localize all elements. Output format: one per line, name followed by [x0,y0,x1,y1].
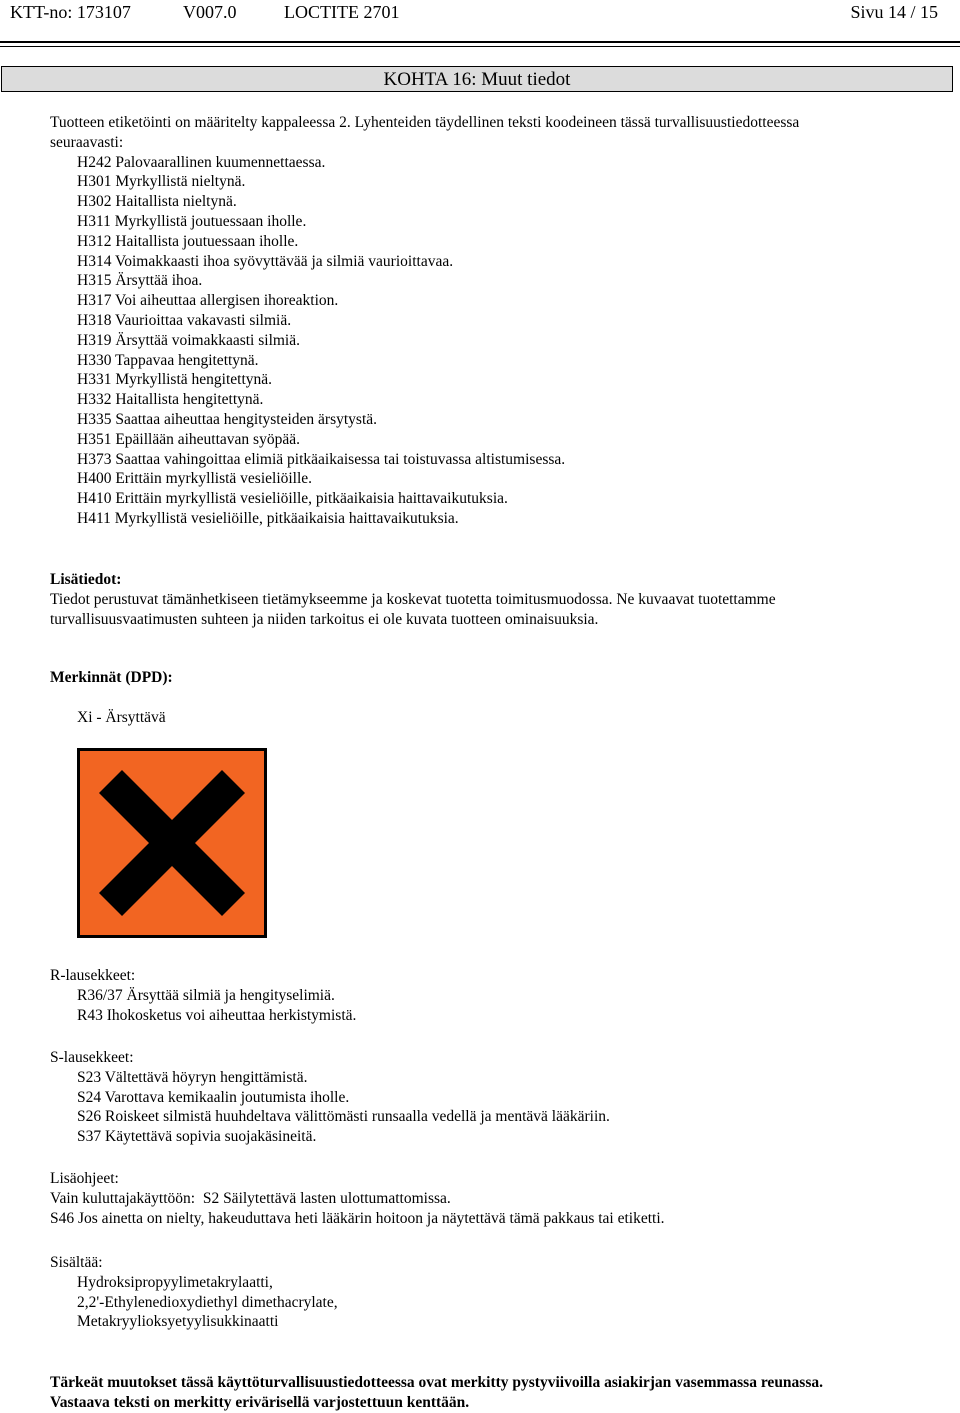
header-rule-thin [0,46,960,47]
additional-info-line: turvallisuusvaatimusten suhteen ja niiden tarkoitus ei ole kuvata tuotteen ominaisuuksia. [50,610,599,628]
h-phrase-item: H410 Erittäin myrkyllistä vesieliöille, pitkäaikaisia haittavaikutuksia. [77,490,508,508]
footer-line: Vastaava teksti on merkitty erivärisellä varjostettuun kenttään. [50,1393,470,1411]
s-phrase-item: S37 Käytettävä sopivia suojakäsineitä. [77,1128,317,1146]
h-phrase-item: H242 Palovaarallinen kuumennettaessa. [77,153,326,171]
contains-item: 2,2'-Ethylenedioxydiethyl dimethacrylate, [77,1293,338,1311]
additional-info-line: Tiedot perustuvat tämänhetkiseen tietämykseemme ja koskevat tuotetta toimitusmuodossa. Ne kuvaavat tuotettamme [50,590,776,608]
h-phrase-item: H311 Myrkyllistä joutuessaan iholle. [77,212,307,230]
additional-info-heading: Lisätiedot: [50,571,122,588]
s-phrase-item: S26 Roiskeet silmistä huuhdeltava välittömästi runsaalla vedellä ja mentävä lääkäriin. [77,1108,610,1126]
contains-item: Hydroksipropyylimetakrylaatti, [77,1273,273,1291]
intro-line: Tuotteen etiketöinti on määritelty kappaleessa 2. Lyhenteiden täydellinen teksti koodeineen tässä turvallisuustiedotteessa [50,114,800,131]
header-version: V007.0 [183,2,237,22]
h-phrase-item: H373 Saattaa vahingoittaa elimiä pitkäaikaisessa tai toistuvassa altistumisessa. [77,450,566,468]
contains [50,1253,930,1332]
h-phrase-item: H411 Myrkyllistä vesieliöille, pitkäaikaisia haittavaikutuksia. [77,509,459,527]
extra-line: Vain kuluttajakäyttöön: S2 Säilytettävä lasten ulottumattomissa. [50,1189,451,1207]
h-phrase-list [50,153,930,529]
h-phrase-item: H317 Voi aiheuttaa allergisen ihoreaktion. [77,292,339,310]
section-title: KOHTA 16: Muut tiedot [1,66,953,92]
h-phrase-item: H400 Erittäin myrkyllistä vesieliöille. [77,470,313,488]
s-phrases-heading: S-lausekkeet: [50,1049,134,1066]
extra-line: S46 Jos ainetta on nielty, hakeuduttava heti lääkärin hoitoon ja näytettävä tämä pakkaus tai etiketti. [50,1209,665,1227]
s-phrase-item: S23 Vältettävä höyryn hengittämistä. [77,1068,308,1086]
h-phrase-item: H301 Myrkyllistä nieltynä. [77,173,246,191]
irritant-x-icon [77,748,267,938]
header-product: LOCTITE 2701 [284,2,400,22]
h-phrase-item: H332 Haitallista hengitettynä. [77,391,264,409]
header-page-number: Sivu 14 / 15 [850,2,938,22]
h-phrase-item: H331 Myrkyllistä hengitettynä. [77,371,273,389]
additional-info [50,570,930,629]
s-phrases [50,1048,930,1147]
r-phrases-heading: R-lausekkeet: [50,967,136,984]
header-doc-id: KTT-no: 173107 [10,2,131,22]
dpd-symbol-label: Xi - Ärsyttävä [77,709,166,726]
r-phrase-item: R36/37 Ärsyttää silmiä ja hengityselimiä. [77,986,335,1004]
h-phrase-item: H312 Haitallista joutuessaan iholle. [77,232,299,250]
footer-line: Tärkeät muutokset tässä käyttöturvallisuustiedotteessa ovat merkitty pystyviivoilla asiakirjan vasemmassa reunassa. [50,1374,823,1391]
h-phrase-item: H302 Haitallista nieltynä. [77,193,237,211]
h-phrase-item: H314 Voimakkaasti ihoa syövyttävää ja silmiä vaurioittavaa. [77,252,454,270]
h-phrase-item: H318 Vaurioittaa vakavasti silmiä. [77,311,292,329]
header-rule [0,41,960,43]
r-phrase-item: R43 Ihokosketus voi aiheuttaa herkistymistä. [77,1006,357,1024]
extra-heading: Lisäohjeet: [50,1170,119,1187]
intro-line: seuraavasti: [50,133,124,151]
h-phrase-item: H315 Ärsyttää ihoa. [77,272,203,290]
h-phrase-item: H351 Epäillään aiheuttavan syöpää. [77,430,300,448]
footer-note [50,1373,930,1413]
r-phrases [50,966,930,1025]
h-phrase-item: H330 Tappavaa hengitettynä. [77,351,259,369]
h-phrase-item: H319 Ärsyttää voimakkaasti silmiä. [77,331,300,349]
contains-heading: Sisältää: [50,1254,103,1271]
intro-text [50,113,930,529]
s-phrase-item: S24 Varottava kemikaalin joutumista iholle. [77,1088,350,1106]
h-phrase-item: H335 Saattaa aiheuttaa hengitysteiden ärsytystä. [77,410,378,428]
dpd-heading: Merkinnät (DPD): [50,669,173,686]
contains-item: Metakryylioksyetyylisukkinaatti [77,1313,279,1331]
extra-instructions [50,1169,930,1228]
